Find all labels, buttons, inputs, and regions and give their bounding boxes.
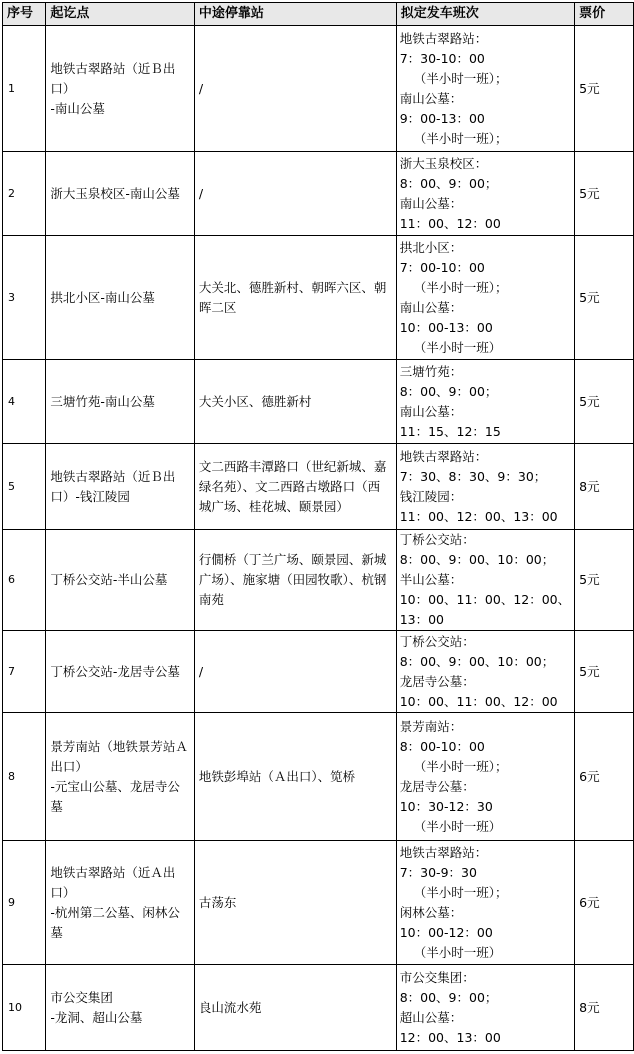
stops-cell	[194, 26, 396, 152]
row-index: 8	[3, 713, 46, 841]
stops-text: 良山流水苑	[198, 999, 262, 1015]
table-row	[3, 444, 634, 530]
bus-schedule-table	[2, 2, 634, 1051]
table-row	[3, 631, 634, 713]
table-body	[3, 26, 634, 1051]
schedule-cell	[396, 965, 574, 1051]
table-row	[3, 360, 634, 444]
route-cell	[46, 236, 194, 360]
schedule-line: 南山公墓：	[399, 403, 463, 419]
schedule-line: 地铁古翠路站：	[399, 844, 488, 860]
schedule-line: 11：15、12：15	[399, 423, 501, 439]
table-row	[3, 530, 634, 631]
schedule-line: 10：30-12：30	[399, 798, 493, 814]
schedule-line: 拱北小区：	[399, 239, 463, 255]
row-index: 1	[3, 26, 46, 152]
schedule-line: 8：00、9：00、10：00；	[399, 552, 555, 567]
route-text: -元宝山公墓、龙居寺公墓	[50, 778, 180, 814]
schedule-line: 7：30-10：00	[399, 50, 485, 66]
schedule-line: 7：30、8：30、9：30；	[399, 468, 547, 484]
schedule-line: 半山公墓：	[399, 572, 463, 587]
route-text: 市公交集团	[50, 989, 113, 1005]
schedule-line: 8：00、9：00、10：00；	[399, 653, 555, 669]
schedule-line: 龙居寺公墓：	[399, 778, 475, 794]
stops-cell	[194, 631, 396, 713]
schedule-line: 10：00、11：00、12：00、	[399, 592, 571, 607]
schedule-line: 南山公墓：	[399, 195, 463, 211]
schedule-line: 8：00-10：00	[399, 738, 485, 754]
row-index: 4	[3, 360, 46, 444]
route-text: 景芳南站（地铁景芳站Ａ出口）	[50, 738, 188, 774]
table-row	[3, 965, 634, 1051]
schedule-line: 丁桥公交站：	[399, 633, 475, 649]
schedule-line: 8：00、9：00；	[399, 175, 498, 191]
schedule-cell	[396, 360, 574, 444]
schedule-line: 龙居寺公墓：	[399, 673, 475, 689]
schedule-line: （半小时一班）	[413, 944, 502, 960]
price-cell: 5元	[575, 360, 634, 444]
price-cell: 8元	[575, 965, 634, 1051]
price-cell: 6元	[575, 713, 634, 841]
route-text: -南山公墓	[50, 100, 105, 116]
schedule-cell	[396, 444, 574, 530]
stops-text: 大关小区、德胜新村	[198, 393, 312, 409]
route-cell	[46, 530, 194, 631]
schedule-line: 浙大玉泉校区：	[399, 155, 488, 171]
stops-cell	[194, 152, 396, 236]
schedule-line: （半小时一班）；	[413, 279, 508, 295]
stops-cell	[194, 965, 396, 1051]
schedule-line: 11：00、12：00	[399, 215, 501, 231]
price-cell: 5元	[575, 631, 634, 713]
price-cell: 6元	[575, 841, 634, 965]
route-cell	[46, 152, 194, 236]
route-text: 地铁古翠路站（近Ｂ出口）	[50, 60, 176, 96]
table-header-row	[3, 3, 634, 26]
schedule-line: 7：00-10：00	[399, 259, 485, 275]
table-row	[3, 152, 634, 236]
price-cell: 5元	[575, 26, 634, 152]
schedule-line: 三塘竹苑：	[399, 363, 463, 379]
header-index: 序号	[3, 3, 46, 26]
stops-text: 地铁彭埠站（Ａ出口）、笕桥	[198, 768, 356, 784]
schedule-line: 闲林公墓：	[399, 904, 463, 920]
stops-text: /	[198, 663, 204, 679]
stops-text: /	[198, 80, 204, 96]
route-text: 地铁古翠路站（近Ａ出口）	[50, 864, 176, 900]
route-cell	[46, 444, 194, 530]
row-index: 3	[3, 236, 46, 360]
stops-text: 古荡东	[198, 894, 237, 910]
schedule-cell	[396, 26, 574, 152]
price-cell: 5元	[575, 236, 634, 360]
schedule-cell	[396, 530, 574, 631]
stops-cell	[194, 530, 396, 631]
schedule-line: 9：00-13：00	[399, 110, 485, 126]
row-index: 10	[3, 965, 46, 1051]
route-cell	[46, 965, 194, 1051]
row-index: 5	[3, 444, 46, 530]
route-cell	[46, 841, 194, 965]
route-cell	[46, 713, 194, 841]
route-cell	[46, 360, 194, 444]
schedule-line: 10：00-13：00	[399, 319, 493, 335]
schedule-line: 12：00、13：00	[399, 1029, 501, 1045]
schedule-line: 11：00、12：00、13：00	[399, 508, 558, 524]
route-text: 三塘竹苑-南山公墓	[50, 393, 155, 409]
table-row	[3, 713, 634, 841]
schedule-line: （半小时一班）；	[413, 130, 508, 146]
schedule-line: 地铁古翠路站：	[399, 448, 488, 464]
schedule-line: 10：00-12：00	[399, 924, 493, 940]
schedule-line: 10：00、11：00、12：00	[399, 693, 558, 709]
stops-text: 文二西路丰潭路口（世纪新城、嘉绿名苑）、文二西路古墩路口（西城广场、桂花城、颐景园）	[198, 458, 387, 514]
route-text: -龙洞、超山公墓	[50, 1009, 143, 1025]
schedule-line: 景芳南站：	[399, 718, 463, 734]
row-index: 7	[3, 631, 46, 713]
table-row	[3, 26, 634, 152]
stops-cell	[194, 236, 396, 360]
route-text: 地铁古翠路站（近Ｂ出口）-钱江陵园	[50, 468, 176, 504]
route-text: 丁桥公交站-龙居寺公墓	[50, 663, 180, 679]
schedule-line: 钱江陵园：	[399, 488, 463, 504]
row-index: 6	[3, 530, 46, 631]
schedule-line: 超山公墓：	[399, 1009, 463, 1025]
schedule-cell	[396, 713, 574, 841]
stops-cell	[194, 713, 396, 841]
schedule-line: 7：30-9：30	[399, 864, 477, 880]
price-cell: 5元	[575, 530, 634, 631]
route-text: 拱北小区-南山公墓	[50, 289, 155, 305]
schedule-line: 8：00、9：00；	[399, 383, 498, 399]
stops-cell	[194, 444, 396, 530]
stops-text: 大关北、德胜新村、朝晖六区、朝晖二区	[198, 279, 387, 315]
route-cell	[46, 631, 194, 713]
schedule-line: 丁桥公交站：	[399, 532, 475, 547]
stops-cell	[194, 841, 396, 965]
price-cell: 5元	[575, 152, 634, 236]
schedule-cell	[396, 236, 574, 360]
route-text: -杭州第二公墓、闲林公墓	[50, 904, 180, 940]
schedule-line: （半小时一班）	[413, 339, 502, 355]
stops-text: /	[198, 185, 204, 201]
stops-text: 行僩桥（丁兰广场、颐景园、新城广场）、施家塘（田园牧歌）、杭钢南苑	[198, 552, 387, 607]
stops-cell	[194, 360, 396, 444]
schedule-cell	[396, 631, 574, 713]
schedule-line: 南山公墓：	[399, 299, 463, 315]
schedule-cell	[396, 841, 574, 965]
schedule-line: 8：00、9：00；	[399, 989, 498, 1005]
route-cell	[46, 26, 194, 152]
schedule-line: （半小时一班）；	[413, 70, 508, 86]
schedule-line: （半小时一班）；	[413, 758, 508, 774]
row-index: 9	[3, 841, 46, 965]
header-price: 票价	[575, 3, 634, 26]
table-row	[3, 841, 634, 965]
route-text: 丁桥公交站-半山公墓	[50, 572, 168, 587]
schedule-cell	[396, 152, 574, 236]
row-index: 2	[3, 152, 46, 236]
header-route: 起讫点	[46, 3, 194, 26]
route-text: 浙大玉泉校区-南山公墓	[50, 185, 180, 201]
schedule-line: 市公交集团：	[399, 969, 475, 985]
schedule-line: （半小时一班）；	[413, 884, 508, 900]
header-schedule: 拟定发车班次	[396, 3, 574, 26]
schedule-line: 地铁古翠路站：	[399, 30, 488, 46]
schedule-line: （半小时一班）	[413, 818, 502, 834]
price-cell: 8元	[575, 444, 634, 530]
schedule-line: 13：00	[399, 612, 445, 627]
table-row	[3, 236, 634, 360]
header-stops: 中途停靠站	[194, 3, 396, 26]
schedule-line: 南山公墓：	[399, 90, 463, 106]
